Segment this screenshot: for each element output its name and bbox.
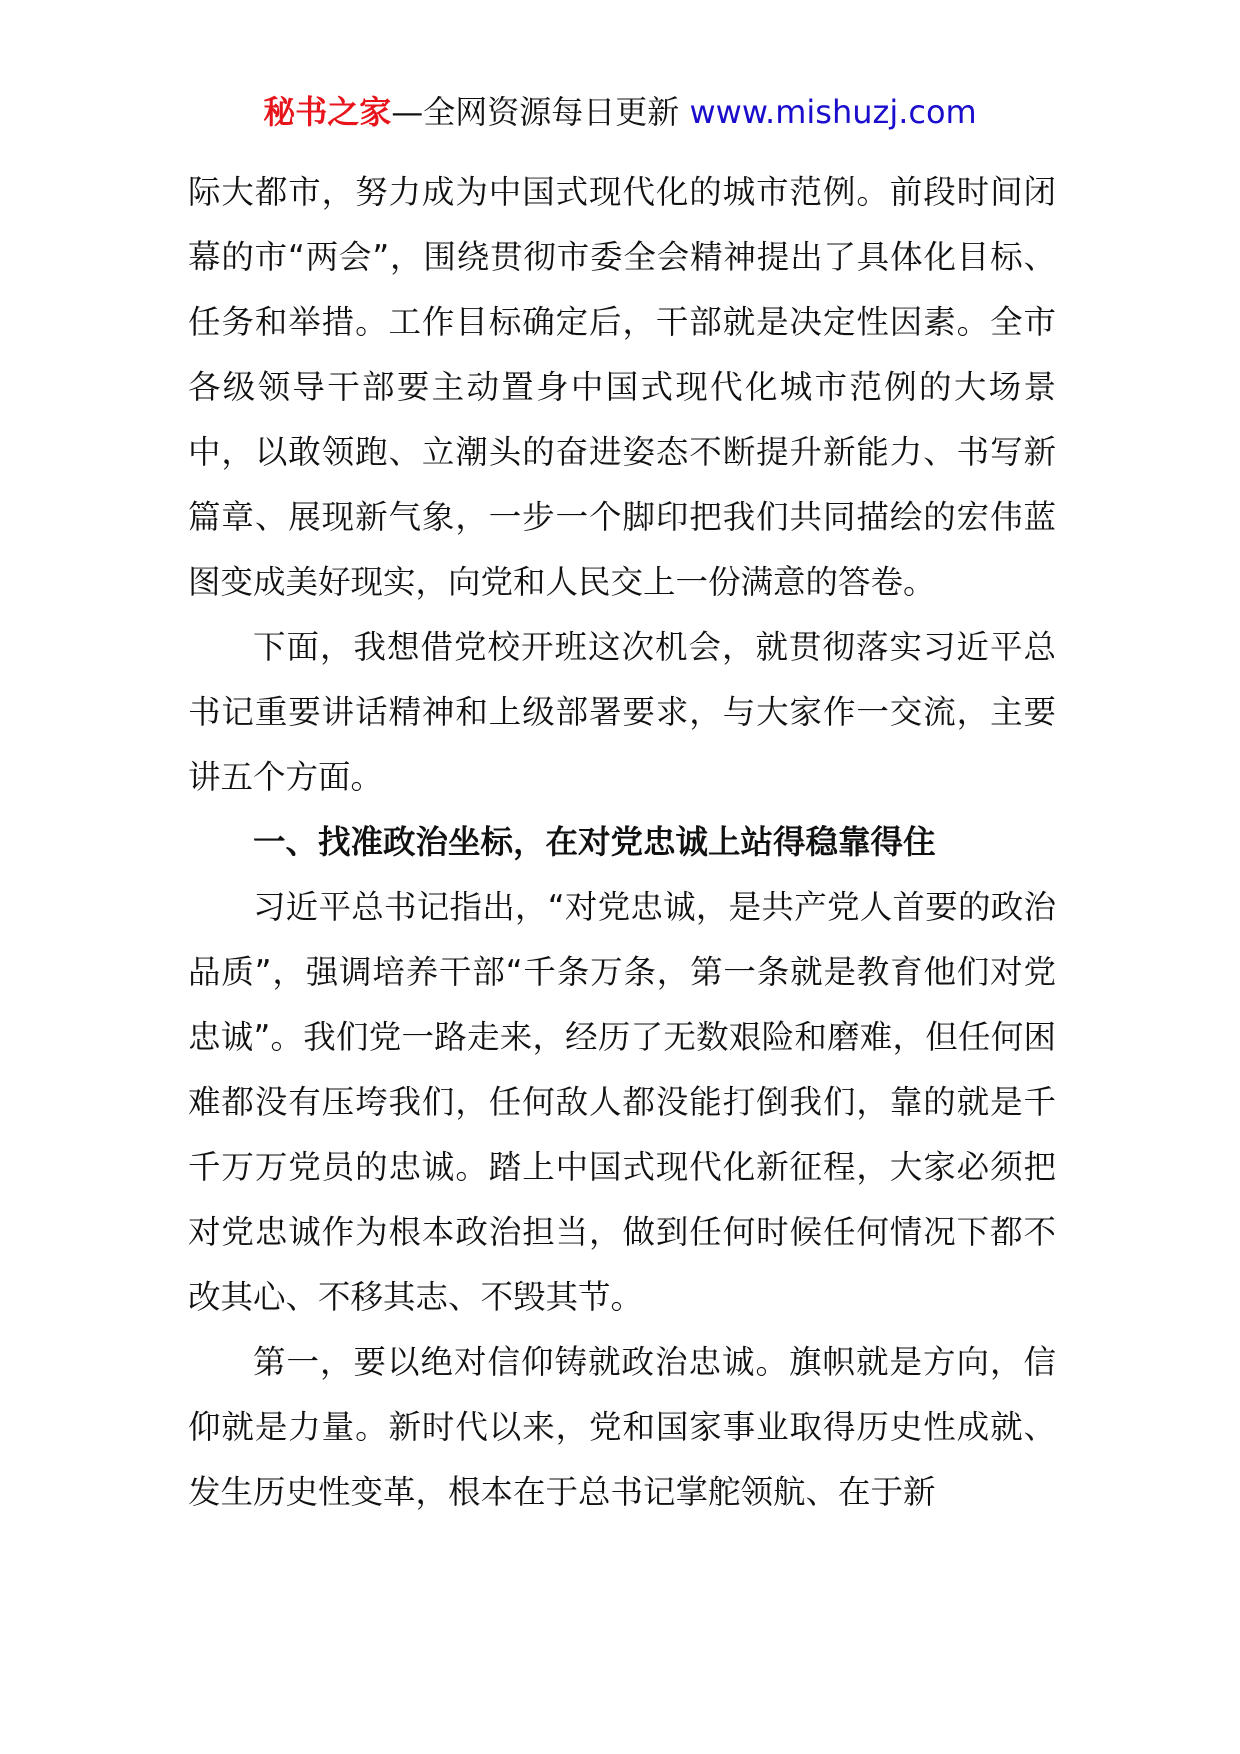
paragraph-continuation: 际大都市，努力成为中国式现代化的城市范例。前段时间闭幕的市“两会”，围绕贯彻市委全会精神提出了具体化目标、任务和举措。工作目标确定后，干部就是决定性因素。全市各级领导干部要主动置身中国式现代化城市范例的大场景中，以敢领跑、立潮头的奋进姿态不断提升新能力、书写新篇章、展现新气象，一步一个脚印把我们共同描绘的宏伟蓝图变成美好现实，向党和人民交上一份满意的答卷。: [188, 173, 1056, 601]
paragraph-loyalty: 习近平总书记指出，“对党忠诚，是共产党人首要的政治品质”，强调培养干部“千条万条，第一条就是教育他们对党忠诚”。我们党一路走来，经历了无数艰险和磨难，但任何困难都没有压垮我们，任何敌人都没能打倒我们，靠的就是千千万万党员的忠诚。踏上中国式现代化新征程，大家必须把对党忠诚作为根本政治担当，做到任何时候任何情况下都不改其心、不移其志、不毁其节。: [188, 888, 1056, 1316]
document-body: [188, 160, 1056, 1525]
site-header: [0, 92, 1240, 132]
paragraph-faith: 第一，要以绝对信仰铸就政治忠诚。旗帜就是方向，信仰就是力量。新时代以来，党和国家事业取得历史性成就、发生历史性变革，根本在于总书记掌舵领航、在于新: [188, 1343, 1056, 1511]
site-url-link[interactable]: www.mishuzj.com: [689, 93, 977, 131]
site-brand: 秘书之家: [263, 93, 392, 131]
paragraph-intro: 下面，我想借党校开班这次机会，就贯彻落实习近平总书记重要讲话精神和上级部署要求，与大家作一交流，主要讲五个方面。: [188, 628, 1056, 796]
site-tagline: —全网资源每日更新: [391, 93, 690, 131]
section-heading: 一、找准政治坐标，在对党忠诚上站得稳靠得住: [253, 823, 936, 861]
